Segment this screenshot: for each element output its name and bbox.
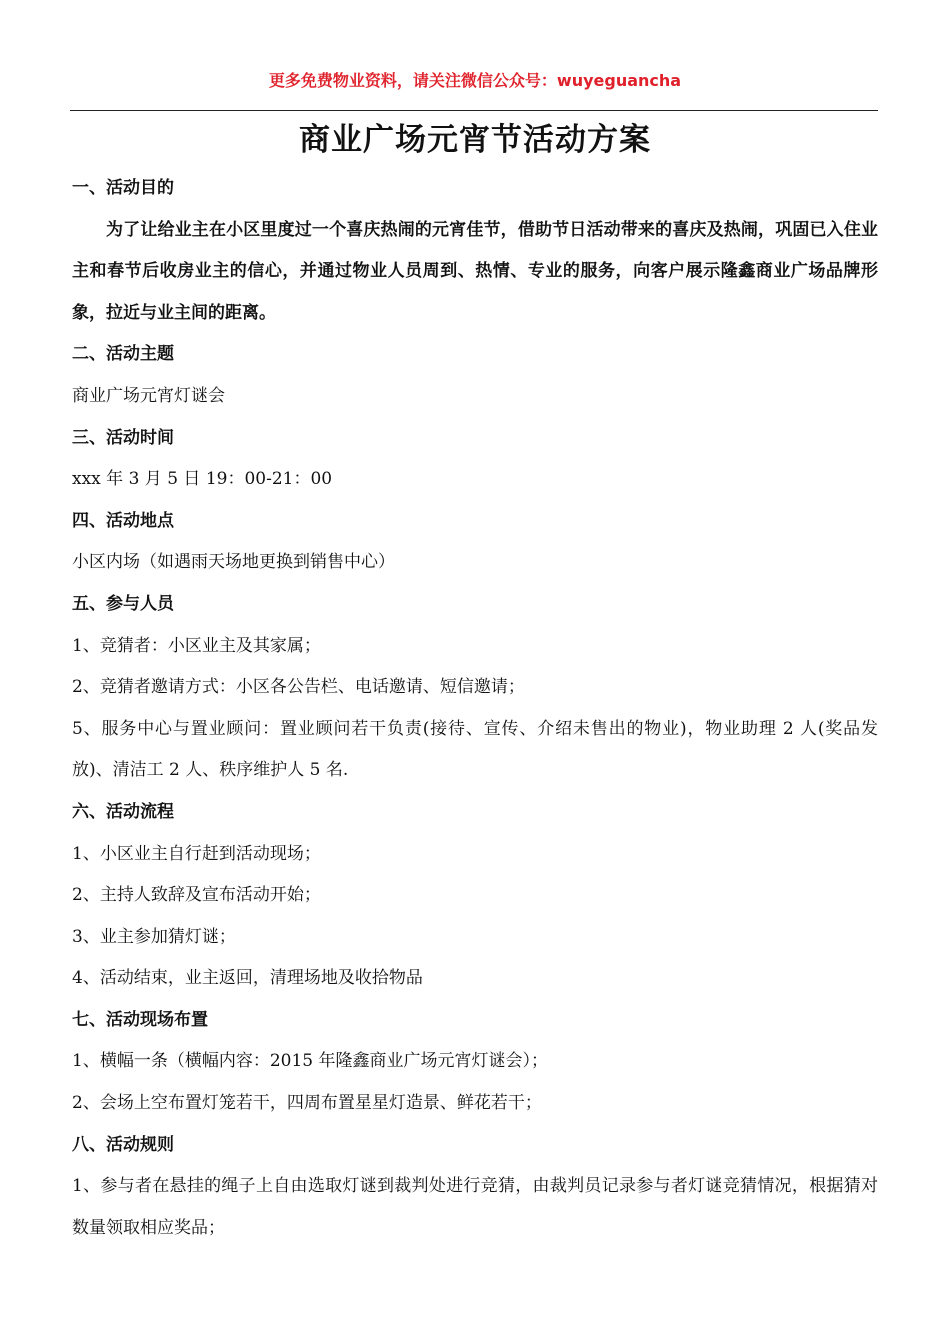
process-item: 3、业主参加猜灯谜； (72, 926, 236, 947)
purpose-paragraph: 为了让给业主在小区里度过一个喜庆热闹的元宵佳节，借助节日活动带来的喜庆及热闹，巩固已入住业主和春节后收房业主的信心，并通过物业人员周到、热情、专业的服务，向客户展示隆鑫商业广场品牌形象，拉近与业主间的距离。 (72, 219, 878, 323)
document-body (72, 168, 878, 1249)
rules-item: 1、参与者在悬挂的绳子上自由选取灯谜到裁判处进行竞猜，由裁判员记录参与者灯谜竞猜情况，根据猜对数量领取相应奖品； (72, 1176, 878, 1238)
participants-item: 1、竞猜者：小区业主及其家属； (72, 635, 321, 656)
section-heading-theme: 二、活动主题 (72, 344, 174, 365)
header-divider (70, 110, 878, 111)
layout-item: 2、会场上空布置灯笼若干，四周布置星星灯造景、鲜花若干； (72, 1093, 542, 1114)
participants-item: 5、服务中心与置业顾问：置业顾问若干负责(接待、宣传、介绍未售出的物业)，物业助理 2 人(奖品发放)、清洁工 2 人、秩序维护人 5 名. (72, 718, 878, 781)
layout-item: 1、横幅一条（横幅内容：2015 年隆鑫商业广场元宵灯谜会）； (72, 1051, 548, 1072)
section-heading-place: 四、活动地点 (72, 510, 174, 531)
section-heading-time: 三、活动时间 (72, 427, 174, 448)
participants-item: 2、竞猜者邀请方式：小区各公告栏、电话邀请、短信邀请； (72, 677, 525, 698)
process-item: 2、主持人致辞及宣布活动开始； (72, 885, 321, 906)
section-heading-rules: 八、活动规则 (72, 1134, 174, 1155)
section-heading-process: 六、活动流程 (72, 801, 174, 822)
theme-text: 商业广场元宵灯谜会 (72, 385, 225, 406)
process-item: 1、小区业主自行赶到活动现场； (72, 843, 321, 864)
place-text: 小区内场（如遇雨天场地更换到销售中心） (72, 552, 395, 573)
header-note: 更多免费物业资料，请关注微信公众号：wuyeguancha (268, 71, 682, 90)
document-title: 商业广场元宵节活动方案 (299, 122, 651, 158)
process-item: 4、活动结束，业主返回，清理场地及收拾物品 (72, 968, 423, 989)
time-text: xxx 年 3 月 5 日 19：00-21：00 (72, 469, 333, 490)
section-heading-purpose: 一、活动目的 (72, 178, 174, 198)
section-heading-layout: 七、活动现场布置 (72, 1009, 208, 1030)
section-heading-participants: 五、参与人员 (72, 593, 174, 614)
